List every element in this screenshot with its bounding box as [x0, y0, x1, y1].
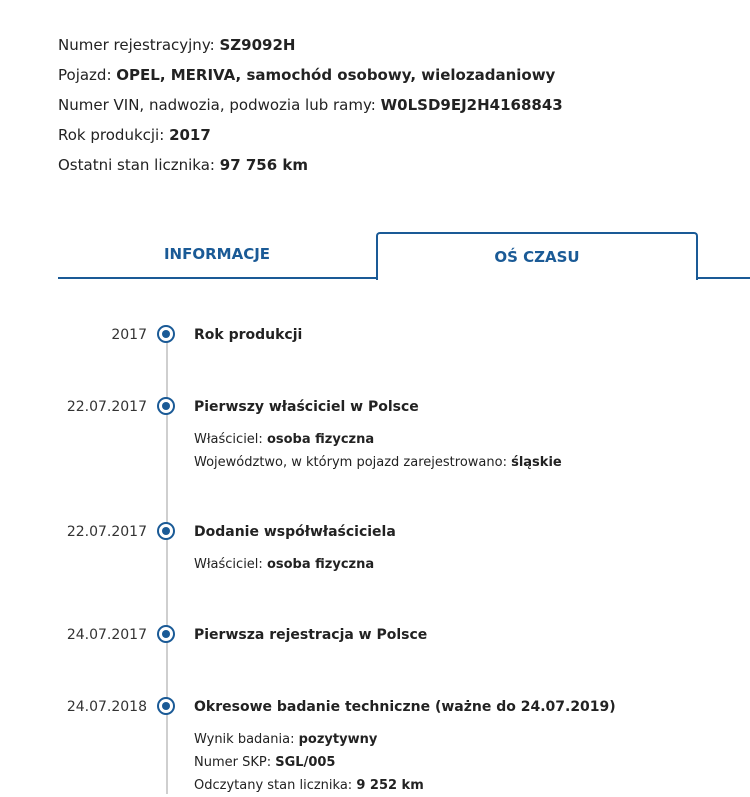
detail-label: Województwo, w którym pojazd zarejestrowano: — [194, 455, 507, 470]
event-details — [194, 428, 562, 474]
detail-label: Właściciel: — [194, 557, 263, 572]
odometer-value: 97 756 km — [219, 156, 309, 174]
detail-value: osoba fizyczna — [266, 432, 375, 447]
detail-value: 9 252 km — [356, 778, 424, 793]
detail-row — [194, 728, 424, 751]
detail-label: Wynik badania: — [194, 732, 295, 747]
odometer-label: Ostatni stan licznika: — [58, 156, 215, 174]
detail-row — [194, 751, 424, 774]
event-title: Pierwsza rejestracja w Polsce — [194, 627, 428, 643]
registration-value: SZ9092H — [219, 36, 296, 54]
timeline-dot-icon — [157, 325, 175, 343]
timeline-dot-icon — [157, 522, 175, 540]
event-date: 2017 — [111, 327, 147, 343]
detail-value: osoba fizyczna — [266, 557, 375, 572]
detail-label: Numer SKP: — [194, 755, 272, 770]
timeline-dot-icon — [157, 625, 175, 643]
detail-row — [194, 774, 424, 797]
detail-row — [194, 451, 562, 474]
event-date: 24.07.2017 — [66, 627, 147, 643]
event-title: Rok produkcji — [194, 327, 303, 343]
timeline-dot-icon — [157, 697, 175, 715]
vin-label: Numer VIN, nadwozia, podwozia lub ramy: — [58, 96, 376, 114]
production-year-value: 2017 — [169, 126, 211, 144]
event-date: 22.07.2017 — [66, 399, 147, 415]
vehicle-label: Pojazd: — [58, 66, 112, 84]
detail-label: Odczytany stan licznika: — [194, 778, 353, 793]
detail-row — [194, 553, 374, 576]
detail-label: Właściciel: — [194, 432, 263, 447]
detail-value: śląskie — [511, 455, 562, 470]
event-date: 24.07.2018 — [66, 699, 147, 715]
tab-os-czasu[interactable]: OŚ CZASU — [376, 232, 698, 280]
timeline-dot-icon — [157, 397, 175, 415]
event-title: Okresowe badanie techniczne (ważne do 24.07.2019) — [194, 699, 616, 715]
detail-value: pozytywny — [298, 732, 378, 747]
detail-value: SGL/005 — [275, 755, 336, 770]
event-date: 22.07.2017 — [66, 524, 147, 540]
event-title: Dodanie współwłaściciela — [194, 524, 396, 540]
tab-informacje[interactable]: INFORMACJE — [163, 245, 271, 263]
vin-value: W0LSD9EJ2H4168843 — [380, 96, 563, 114]
event-details — [194, 553, 374, 576]
detail-row — [194, 428, 562, 451]
vehicle-value: OPEL, MERIVA, samochód osobowy, wielozadaniowy — [116, 66, 556, 84]
event-title: Pierwszy właściciel w Polsce — [194, 399, 419, 415]
production-year-label: Rok produkcji: — [58, 126, 165, 144]
registration-label: Numer rejestracyjny: — [58, 36, 215, 54]
event-details — [194, 728, 424, 797]
